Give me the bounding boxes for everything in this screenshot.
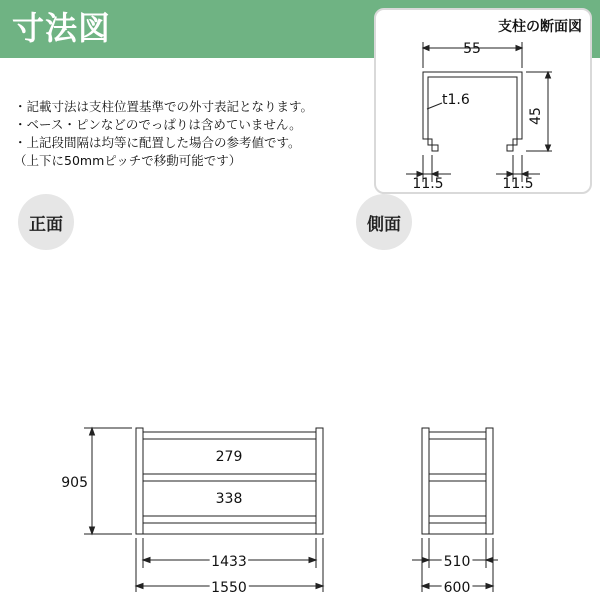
note-item: ・上記段間隔は均等に配置した場合の参考値です。 (14, 135, 301, 150)
lip-right-label: 11.5 (502, 176, 534, 192)
cross-section-title: 支柱の断面図 (498, 19, 582, 35)
note-item: ・ベース・ピンなどのでっぱりは含めていません。 (14, 117, 302, 132)
side-outer-depth-label: 600 (443, 580, 471, 596)
note-item: （上下に50mmピッチで移動可能です） (14, 153, 242, 168)
side-inner-depth-label: 510 (443, 554, 471, 570)
upper-gap-label: 279 (215, 449, 243, 465)
cross-section-height-label: 45 (528, 107, 544, 125)
lower-gap-label: 338 (215, 491, 243, 507)
note-item: ・記載寸法は支柱位置基準での外寸表記となります。 (14, 99, 314, 114)
lip-left-label: 11.5 (412, 176, 444, 192)
front-frame (136, 428, 323, 534)
side-view-label: 側面 (367, 214, 401, 235)
side-frame (422, 428, 493, 534)
front-height-label: 905 (61, 475, 88, 491)
cross-section-width-label: 55 (463, 41, 481, 57)
front-view-label: 正面 (29, 214, 63, 235)
inner-width-label: 1433 (211, 554, 247, 570)
outer-width-label: 1550 (211, 580, 247, 596)
thickness-label: t1.6 (442, 92, 470, 108)
page-title: 寸法図 (12, 9, 112, 47)
